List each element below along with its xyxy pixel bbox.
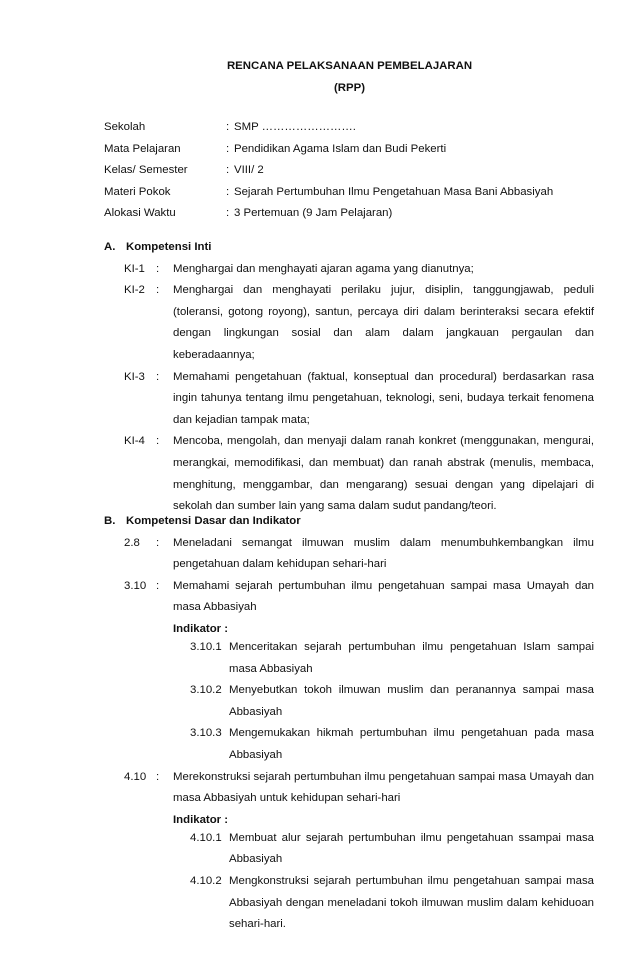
document-subtitle: (RPP) — [333, 82, 365, 94]
ki-sep: : — [156, 370, 160, 383]
ki-text: Menghargai dan menghayati perilaku jujur, disiplin, tanggungjawab, peduli (toleransi, gotong royong), santun, percaya diri dalam berinteraksi secara efektif dengan lingkungan sosial dan alam dalam jangkauan pergaulan dan keberadaannya; — [173, 284, 594, 361]
section-letter: A. — [104, 241, 116, 253]
meta-value: Sejarah Pertumbuhan Ilmu Pengetahuan Masa Bani Abbasiyah — [234, 185, 554, 198]
section-title: Kompetensi Dasar dan Indikator — [126, 515, 301, 527]
indikator-item — [104, 637, 594, 680]
meta-row-mata-pelajaran — [104, 139, 604, 161]
ki-text: Memahami pengetahuan (faktual, konseptual dan procedural) berdasarkan rasa ingin tahunya tentang ilmu pengetahuan, teknologi, seni, budaya terkait fenomena dan kejadian tampak mata; — [173, 370, 594, 426]
indikator-code: 3.10.1 — [190, 640, 222, 653]
ki-sep: : — [156, 435, 160, 448]
meta-sep: : — [226, 185, 230, 198]
indikator-code: 3.10.3 — [190, 727, 222, 740]
indikator-code: 3.10.2 — [190, 684, 222, 697]
ki-code: KI-3 — [124, 370, 145, 383]
meta-row-alokasi-waktu — [104, 203, 604, 225]
kd-text: Merekonstruksi sejarah pertumbuhan ilmu pengetahuan sampai masa Umayah dan masa Abbasiyah untuk kehidupan sehari-hari — [173, 770, 594, 805]
section-heading — [104, 511, 594, 533]
meta-label: Kelas/ Semester — [104, 164, 188, 177]
meta-label: Alokasi Waktu — [104, 207, 176, 220]
indikator-label: Indikator : — [173, 813, 229, 826]
ki-text: Menghargai dan menghayati ajaran agama yang dianutnya; — [173, 262, 474, 275]
identity-table — [104, 117, 604, 225]
ki-item — [104, 367, 594, 432]
ki-item — [104, 259, 594, 281]
section-title: Kompetensi Inti — [126, 241, 212, 253]
meta-label: Sekolah — [104, 121, 146, 133]
section-kompetensi-dasar — [104, 511, 594, 936]
meta-label: Mata Pelajaran — [104, 142, 181, 155]
kd-sep: : — [156, 536, 160, 549]
meta-row-kelas-semester — [104, 160, 604, 182]
kd-sep: : — [156, 770, 160, 783]
meta-value: Pendidikan Agama Islam dan Budi Pekerti — [234, 142, 447, 155]
kd-item-3-10 — [104, 576, 594, 619]
meta-sep: : — [226, 207, 230, 220]
kd-text: Memahami sejarah pertumbuhan ilmu pengetahuan sampai masa Umayah dan masa Abbasiyah — [173, 579, 594, 614]
ki-code: KI-4 — [124, 435, 145, 448]
kd-text: Meneladani semangat ilmuwan muslim dalam menumbuhkembangkan ilmu pengetahuan dalam kehidupan sehari-hari — [173, 536, 594, 571]
kd-code: 2.8 — [124, 536, 140, 549]
meta-value: SMP ……………………. — [234, 121, 356, 133]
indikator-item — [104, 680, 594, 723]
section-heading — [104, 237, 594, 259]
meta-label: Materi Pokok — [104, 185, 171, 198]
indikator-item — [104, 871, 594, 936]
kd-sep: : — [156, 579, 160, 592]
section-kompetensi-inti — [104, 237, 594, 518]
ki-sep: : — [156, 262, 160, 275]
ki-code: KI-2 — [124, 284, 145, 297]
section-letter: B. — [104, 515, 116, 527]
indikator-text: Mengkonstruksi sejarah pertumbuhan ilmu pengetahuan sampai masa Abbasiyah dengan meneladani tokoh ilmuwan muslim dalam kehiduoan sehari-hari. — [229, 874, 594, 931]
meta-row-sekolah — [104, 117, 604, 139]
kd-code: 3.10 — [124, 579, 147, 592]
document-title: RENCANA PELAKSANAAN PEMBELAJARAN — [226, 60, 473, 72]
meta-sep: : — [226, 164, 230, 177]
meta-value: VIII/ 2 — [234, 164, 264, 177]
indikator-code: 4.10.1 — [190, 831, 222, 844]
indikator-item — [104, 828, 594, 871]
kd-item-2-8 — [104, 533, 594, 576]
indikator-code: 4.10.2 — [190, 874, 222, 887]
indikator-text: Mengemukakan hikmah pertumbuhan ilmu pengetahuan pada masa Abbasiyah — [229, 727, 594, 761]
ki-item — [104, 431, 594, 517]
ki-item — [104, 280, 594, 366]
ki-text: Mencoba, mengolah, dan menyaji dalam ranah konkret (menggunakan, mengurai, merangkai, memodifikasi, dan membuat) dan ranah abstrak (menulis, membaca, menghitung, menggambar, dan mengarang) sesuai dengan yang dipelajari di sekolah dan sumber lain yang sama dalam sudut pandang/teori. — [173, 435, 594, 513]
meta-value: 3 Pertemuan (9 Jam Pelajaran) — [234, 207, 393, 220]
meta-sep: : — [226, 121, 230, 133]
meta-row-materi-pokok — [104, 182, 604, 204]
indikator-text: Menceritakan sejarah pertumbuhan ilmu pengetahuan Islam sampai masa Abbasiyah — [229, 640, 594, 675]
indikator-text: Menyebutkan tokoh ilmuwan muslim dan peranannya sampai masa Abbasiyah — [229, 684, 594, 718]
kd-code: 4.10 — [124, 770, 147, 783]
kd-item-4-10 — [104, 767, 594, 810]
ki-code: KI-1 — [124, 262, 145, 275]
indikator-item — [104, 723, 594, 766]
ki-sep: : — [156, 284, 160, 297]
indikator-text: Membuat alur sejarah pertumbuhan ilmu pengetahuan ssampai masa Abbasiyah — [229, 831, 594, 866]
meta-sep: : — [226, 142, 230, 155]
indikator-label: Indikator : — [173, 622, 229, 635]
